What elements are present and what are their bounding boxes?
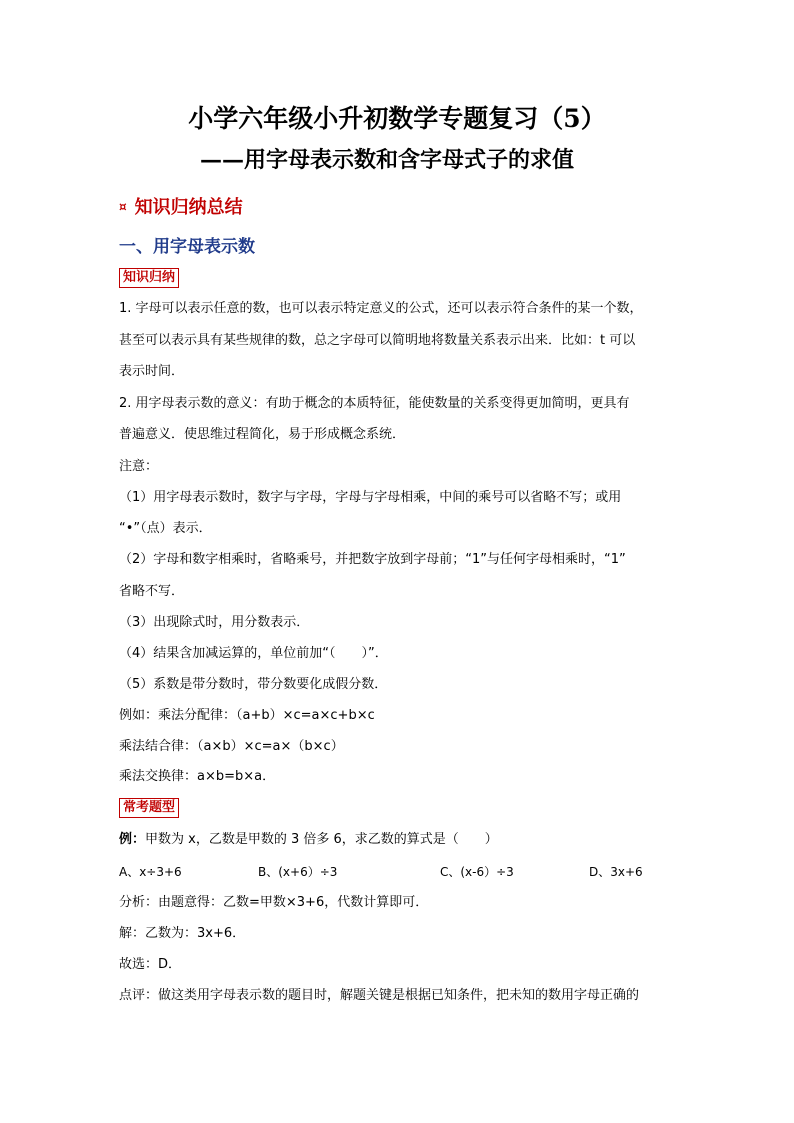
option-d: D、3x+6 <box>589 865 643 879</box>
analysis-text: 分析：由题意得：乙数=甲数×3+6，代数计算即可． <box>119 895 429 910</box>
comment-text: 点评：做这类用字母表示数的题目时，解题关键是根据已知条件，把未知的数用字母正确的 <box>119 988 640 1003</box>
page-title: 小学六年级小升初数学专题复习（5） <box>188 104 606 133</box>
example-law: 例如：乘法分配律：（a+b）×c=a×c+b×c <box>119 708 375 723</box>
note-item: （3）出现除式时，用分数表示． <box>119 615 310 630</box>
note-item: 省略不写． <box>119 584 185 599</box>
example-question <box>119 832 498 848</box>
paragraph-line: 表示时间． <box>119 364 185 379</box>
option-b: B、(x+6）÷3 <box>258 865 338 879</box>
paragraph-line: 普遍意义．使思维过程简化，易于形成概念系统． <box>119 427 406 442</box>
subsection-heading: 一、用字母表示数 <box>119 237 255 257</box>
common-types-tag: 常考题型 <box>119 798 179 818</box>
note-item: （1）用字母表示数时，数字与字母，字母与字母相乘，中间的乘号可以省略不写；或用 <box>119 490 622 505</box>
note-item: （5）系数是带分数时，带分数要化成假分数． <box>119 677 388 692</box>
note-item: （4）结果含加减运算的，单位前加“（ ）”． <box>119 646 388 661</box>
answer-text: 故选：D． <box>119 957 182 972</box>
section-marker-icon: ¤ <box>119 200 127 214</box>
paragraph-line: 甚至可以表示具有某些规律的数，总之字母可以简明地将数量关系表示出来．比如：t 可以 <box>119 333 636 348</box>
note-item: “•”（点）表示． <box>119 521 212 536</box>
example-label: 例： <box>119 832 146 847</box>
paragraph-line: 2. 用字母表示数的意义：有助于概念的本质特征，能使数量的关系变得更加简明，更具有 <box>119 396 630 411</box>
example-law: 乘法交换律：a×b=b×a． <box>119 769 276 784</box>
page-subtitle: ——用字母表示数和含字母式子的求值 <box>200 147 575 173</box>
example-law: 乘法结合律：（a×b）×c=a×（b×c） <box>119 739 344 754</box>
section-heading-label: 知识归纳总结 <box>134 197 243 218</box>
solution-text: 解：乙数为：3x+6． <box>119 926 246 941</box>
option-c: C、(x-6）÷3 <box>440 865 514 879</box>
note-item: （2）字母和数字相乘时，省略乘号，并把数字放到字母前；“1”与任何字母相乘时，“1” <box>119 552 626 567</box>
option-a: A、x÷3+6 <box>119 865 182 879</box>
note-label: 注意： <box>119 459 159 474</box>
paragraph-line: 1. 字母可以表示任意的数，也可以表示特定意义的公式，还可以表示符合条件的某一个数， <box>119 301 643 316</box>
example-question-text: 甲数为 x，乙数是甲数的 3 倍多 6，求乙数的算式是（ ） <box>145 832 498 847</box>
section-heading <box>119 193 243 219</box>
knowledge-tag: 知识归纳 <box>119 268 179 288</box>
